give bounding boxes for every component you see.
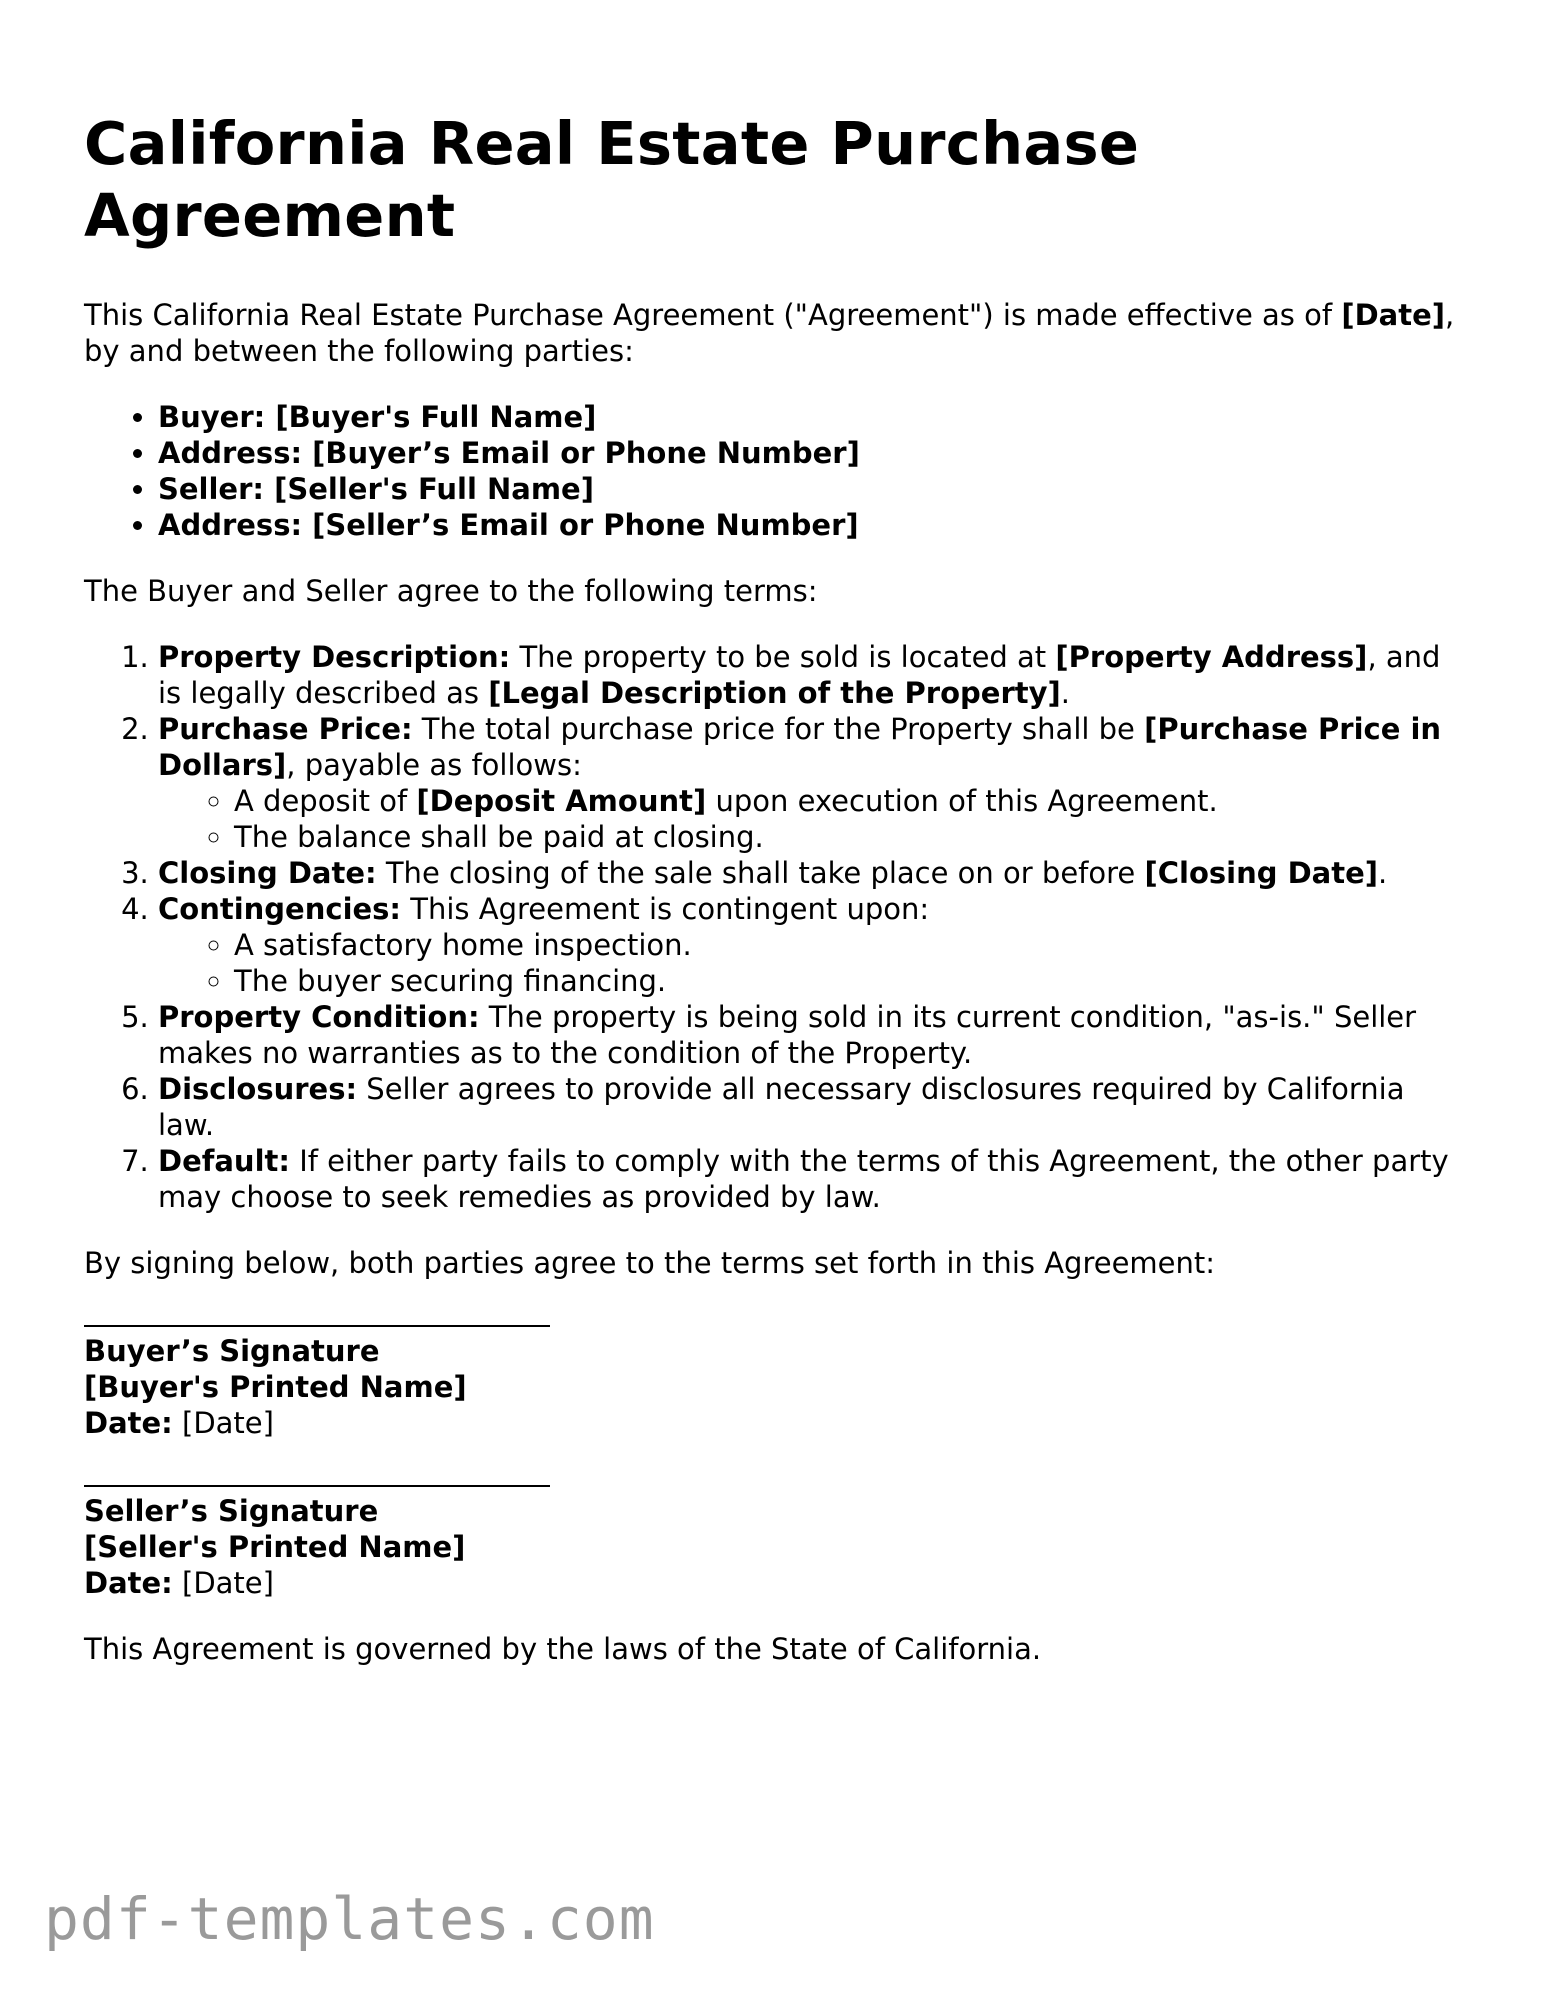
party-seller-address: • Address: [Seller’s Email or Phone Number]: [158, 507, 1464, 543]
term-label: Contingencies:: [158, 892, 402, 926]
term-label: Property Description:: [158, 640, 511, 674]
term-label: Purchase Price:: [158, 712, 413, 746]
term-label: Default:: [158, 1144, 290, 1178]
term-property-condition: [158, 999, 1464, 1071]
term-text: If either party fails to comply with the terms of this Agreement, the other party may choose to seek remedies as provided by law.: [158, 1144, 1449, 1214]
sub-item-inspection: ◦ A satisfactory home inspection.: [234, 927, 1464, 963]
term-text: The total purchase price for the Property shall be: [412, 712, 1145, 746]
printed-name-text: [Seller's Printed Name]: [84, 1530, 466, 1564]
sub-item-balance: ◦ The balance shall be paid at closing.: [234, 819, 1464, 855]
term-text: This Agreement is contingent upon:: [401, 892, 930, 926]
term-text: , and is legally described as: [158, 640, 1441, 710]
watermark: pdf-templates.com: [44, 1885, 655, 1953]
term-text: The property is being sold in its current condition, "as-is." Seller makes no warranties as to the condition of the Property.: [158, 1000, 1417, 1070]
buyer-printed-name: [84, 1369, 1464, 1405]
party-seller: • Seller: [Seller's Full Name]: [158, 471, 1464, 507]
date-value: [Date]: [172, 1406, 274, 1440]
term-text: .: [1060, 676, 1071, 710]
page-title: California Real Estate Purchase Agreement: [84, 109, 1140, 250]
date-label: Date:: [84, 1566, 173, 1600]
date-label: Date:: [84, 1406, 173, 1440]
governing-law: This Agreement is governed by the laws of the State of California.: [84, 1632, 1042, 1666]
buyer-signature-block: [84, 1325, 1464, 1441]
purchase-price-placeholder: [Purchase Price in Dollars]: [158, 712, 1442, 782]
seller-signature-label: [84, 1493, 1464, 1529]
term-closing-date: [158, 855, 1464, 891]
terms-list: [84, 639, 1464, 1215]
sub-item-financing: ◦ The buyer securing financing.: [234, 963, 1464, 999]
term-default: [158, 1143, 1464, 1215]
party-buyer: • Buyer: [Buyer's Full Name]: [158, 399, 1464, 435]
document-page: [84, 108, 1464, 1667]
term-text: Seller agrees to provide all necessary disclosures required by California law.: [158, 1072, 1405, 1142]
intro-date: [Date]: [1341, 298, 1445, 332]
seller-signature-line: [84, 1485, 550, 1487]
terms-intro: The Buyer and Seller agree to the following terms:: [84, 574, 818, 608]
seller-signature-block: [84, 1485, 1464, 1601]
signing-intro: By signing below, both parties agree to the terms set forth in this Agreement:: [84, 1246, 1216, 1280]
legal-description-placeholder: [Legal Description of the Property]: [488, 676, 1061, 710]
parties-list: [84, 399, 1464, 543]
printed-name-text: [Buyer's Printed Name]: [84, 1370, 467, 1404]
date-value: [Date]: [172, 1566, 274, 1600]
term-label: Disclosures:: [158, 1072, 358, 1106]
sub-text: A deposit of: [234, 784, 417, 818]
deposit-amount-placeholder: [Deposit Amount]: [416, 784, 707, 818]
term-text: .: [1378, 856, 1388, 890]
intro-text-end: , by and between the following parties:: [84, 298, 1455, 368]
contingencies-sublist: [158, 927, 1464, 999]
intro-text: This California Real Estate Purchase Agreement ("Agreement") is made effective as of: [84, 298, 1342, 332]
buyer-signature-line: [84, 1325, 550, 1327]
intro-paragraph: [84, 297, 1464, 369]
term-property-description: [158, 639, 1464, 711]
seller-date: [84, 1565, 1464, 1601]
term-text: The property to be sold is located at: [510, 640, 1056, 674]
signature-label-text: Seller’s Signature: [84, 1494, 379, 1528]
buyer-signature-label: [84, 1333, 1464, 1369]
term-label: Closing Date:: [158, 856, 377, 890]
payment-sublist: [158, 783, 1464, 855]
closing-date-placeholder: [Closing Date]: [1144, 856, 1378, 890]
term-text: , payable as follows:: [286, 748, 582, 782]
term-label: Property Condition:: [158, 1000, 480, 1034]
term-contingencies: [158, 891, 1464, 999]
sub-text: upon execution of this Agreement.: [706, 784, 1218, 818]
sub-item-deposit: [234, 783, 1464, 819]
buyer-date: [84, 1405, 1464, 1441]
term-disclosures: [158, 1071, 1464, 1143]
term-text: The closing of the sale shall take place on or before: [376, 856, 1145, 890]
party-buyer-address: • Address: [Buyer’s Email or Phone Number]: [158, 435, 1464, 471]
signature-label-text: Buyer’s Signature: [84, 1334, 380, 1368]
seller-printed-name: [84, 1529, 1464, 1565]
term-purchase-price: [158, 711, 1464, 855]
property-address-placeholder: [Property Address]: [1055, 640, 1368, 674]
